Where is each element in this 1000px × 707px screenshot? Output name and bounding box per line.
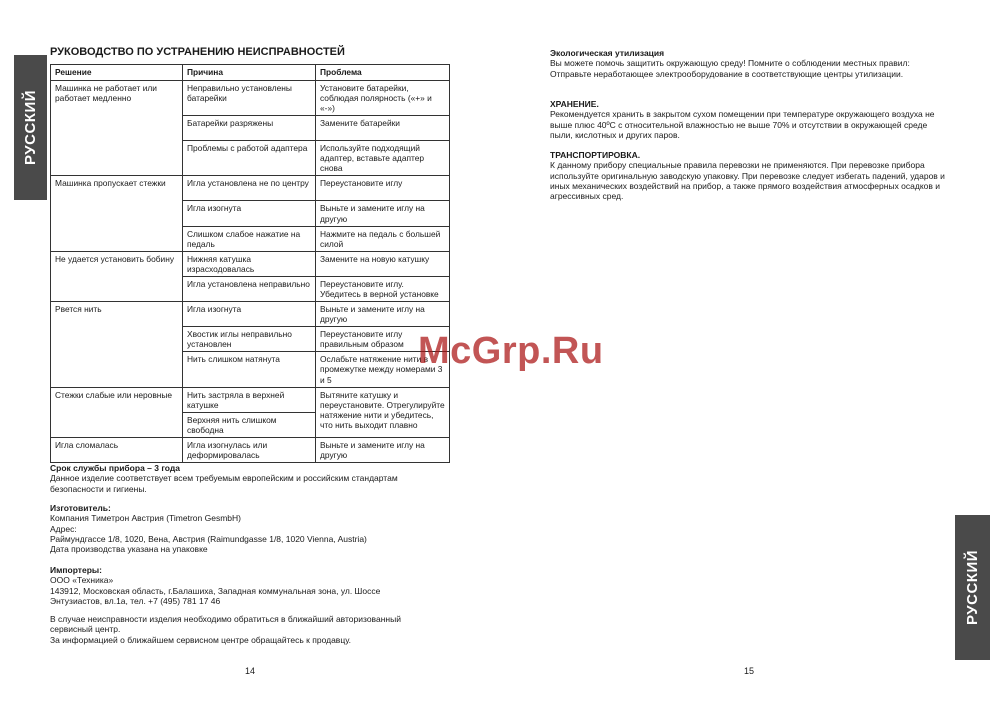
transport-text: К данному прибору специальные правила перевозки не применяются. При перевозке прибора используйте оригинальную заводскую упаковку. При перевозке следует избегать падений, ударов и иных механических воздействий на прибор, а также прямого воздействия атмосферных осадков и агрессивных сред. [550, 160, 945, 202]
importers-heading: Импортеры: [50, 565, 102, 575]
manufacturer-heading: Изготовитель: [50, 503, 111, 513]
table-cell-problem: Замените батарейки [316, 116, 450, 141]
table-cell-problem: Ослабьте натяжение нити в промежутке между номерами 3 и 5 [316, 352, 450, 387]
table-cell-problem: Выньте и замените иглу на другую [316, 201, 450, 226]
table-cell-cause: Игла изогнулась или деформировалась [183, 437, 316, 462]
table-cell-problem: Замените на новую катушку [316, 251, 450, 276]
table-cell-cause: Неправильно установлены батарейки [183, 81, 316, 116]
table-cell-cause: Верхняя нить слишком свободна [183, 412, 316, 437]
table-row [51, 176, 450, 201]
repair-info-section [50, 614, 435, 645]
table-cell-solution: Рвется нить [51, 302, 183, 388]
language-tab-right [955, 515, 990, 660]
storage-heading: ХРАНЕНИЕ. [550, 99, 599, 109]
table-cell-problem: Установите батарейки, соблюдая полярность («+» и «-») [316, 81, 450, 116]
repair-info-line: В случае неисправности изделия необходимо обратиться в ближайший авторизованный сервисный центр. [50, 614, 401, 635]
header-problem: Проблема [316, 65, 450, 81]
importers-line: ООО «Техника» [50, 575, 114, 586]
table-row [51, 302, 450, 327]
eco-heading: Экологическая утилизация [550, 48, 665, 58]
service-life-text: Данное изделие соответствует всем требуемым европейским и российским стандартам безопасности и гигиены. [50, 473, 398, 494]
manufacturer-line: Компания Тиметрон Австрия (Timetron GesmbH) [50, 513, 241, 524]
page-number-left: 14 [245, 666, 256, 676]
language-tab-left [14, 55, 47, 200]
table-cell-solution: Не удается установить бобину [51, 251, 183, 301]
header-solution: Решение [51, 65, 183, 81]
table-row [51, 437, 450, 462]
table-cell-cause: Проблемы с работой адаптера [183, 141, 316, 176]
language-tab-left-label: РУССКИЙ [22, 89, 39, 166]
table-cell-cause: Игла установлена неправильно [183, 276, 316, 301]
manufacturer-line: Адрес: [50, 523, 77, 534]
repair-info-line: За информацией о ближайшем сервисном центре обращайтесь к продавцу. [50, 634, 351, 645]
manufacturer-section [50, 503, 430, 554]
watermark: McGrp.Ru [418, 330, 604, 372]
transport-section [550, 150, 950, 201]
table-cell-cause: Хвостик иглы неправильно установлен [183, 327, 316, 352]
table-cell-cause: Нить слишком натянута [183, 352, 316, 387]
table-row [51, 81, 450, 116]
transport-heading: ТРАНСПОРТИРОВКА. [550, 150, 641, 160]
table-header-row [51, 65, 450, 81]
table-cell-problem: Нажмите на педаль с большей силой [316, 226, 450, 251]
page-number-right: 15 [744, 666, 755, 676]
manufacturer-line: Дата производства указана на упаковке [50, 544, 208, 555]
table-row [51, 251, 450, 276]
table-cell-problem: Вытяните катушку и переустановите. Отрегулируйте натяжение нити и убедитесь, что нить выходит плавно [316, 387, 450, 437]
table-cell-problem: Выньте и замените иглу на другую [316, 437, 450, 462]
importers-section [50, 565, 430, 606]
table-cell-problem: Выньте и замените иглу на другую [316, 302, 450, 327]
manufacturer-line: Раймундгассе 1/8, 1020, Вена, Австрия (Raimundgasse 1/8, 1020 Vienna, Austria) [50, 533, 367, 544]
language-tab-right-label: РУССКИЙ [964, 549, 981, 626]
service-life-heading: Срок службы прибора – 3 года [50, 463, 180, 473]
table-cell-solution: Стежки слабые или неровные [51, 387, 183, 437]
table-row [51, 387, 450, 412]
storage-section [550, 99, 950, 140]
table-cell-cause: Игла изогнута [183, 302, 316, 327]
troubleshooting-title: РУКОВОДСТВО ПО УСТРАНЕНИЮ НЕИСПРАВНОСТЕЙ [50, 46, 345, 58]
eco-section [550, 48, 950, 79]
table-cell-problem: Переустановите иглу. Убедитесь в верной установке [316, 276, 450, 301]
table-cell-problem: Переустановите иглу правильным образом [316, 327, 450, 352]
table-cell-cause: Игла установлена не по центру [183, 176, 316, 201]
eco-text: Вы можете помочь защитить окружающую среду! Помните о соблюдении местных правил: Отправьте неработающее электрооборудование в соответствующие центры утилизации. [550, 58, 910, 79]
storage-text: Рекомендуется хранить в закрытом сухом помещении при температуре окружающего воздуха не выше плюс 40ºС с относительной влажностью не выше 70% и отсутствии в окружающей среде пыли, кислотных и других паров. [550, 109, 935, 140]
importers-line: 143912, Московская область, г.Балашиха, Западная коммунальная зона, ул. Шоссе Энтузиастов, вл.1а, тел. +7 (495) 781 17 46 [50, 585, 381, 606]
service-life-section [50, 463, 430, 494]
table-cell-problem: Переустановите иглу [316, 176, 450, 201]
table-cell-cause: Батарейки разряжены [183, 116, 316, 141]
table-cell-problem: Используйте подходящий адаптер, вставьте адаптер снова [316, 141, 450, 176]
table-cell-cause: Игла изогнута [183, 201, 316, 226]
table-cell-solution: Машинка не работает или работает медленно [51, 81, 183, 176]
header-cause: Причина [183, 65, 316, 81]
table-cell-cause: Нить застряла в верхней катушке [183, 387, 316, 412]
table-cell-cause: Слишком слабое нажатие на педаль [183, 226, 316, 251]
troubleshooting-table [50, 64, 450, 463]
table-cell-cause: Нижняя катушка израсходовалась [183, 251, 316, 276]
table-cell-solution: Игла сломалась [51, 437, 183, 462]
table-cell-solution: Машинка пропускает стежки [51, 176, 183, 251]
